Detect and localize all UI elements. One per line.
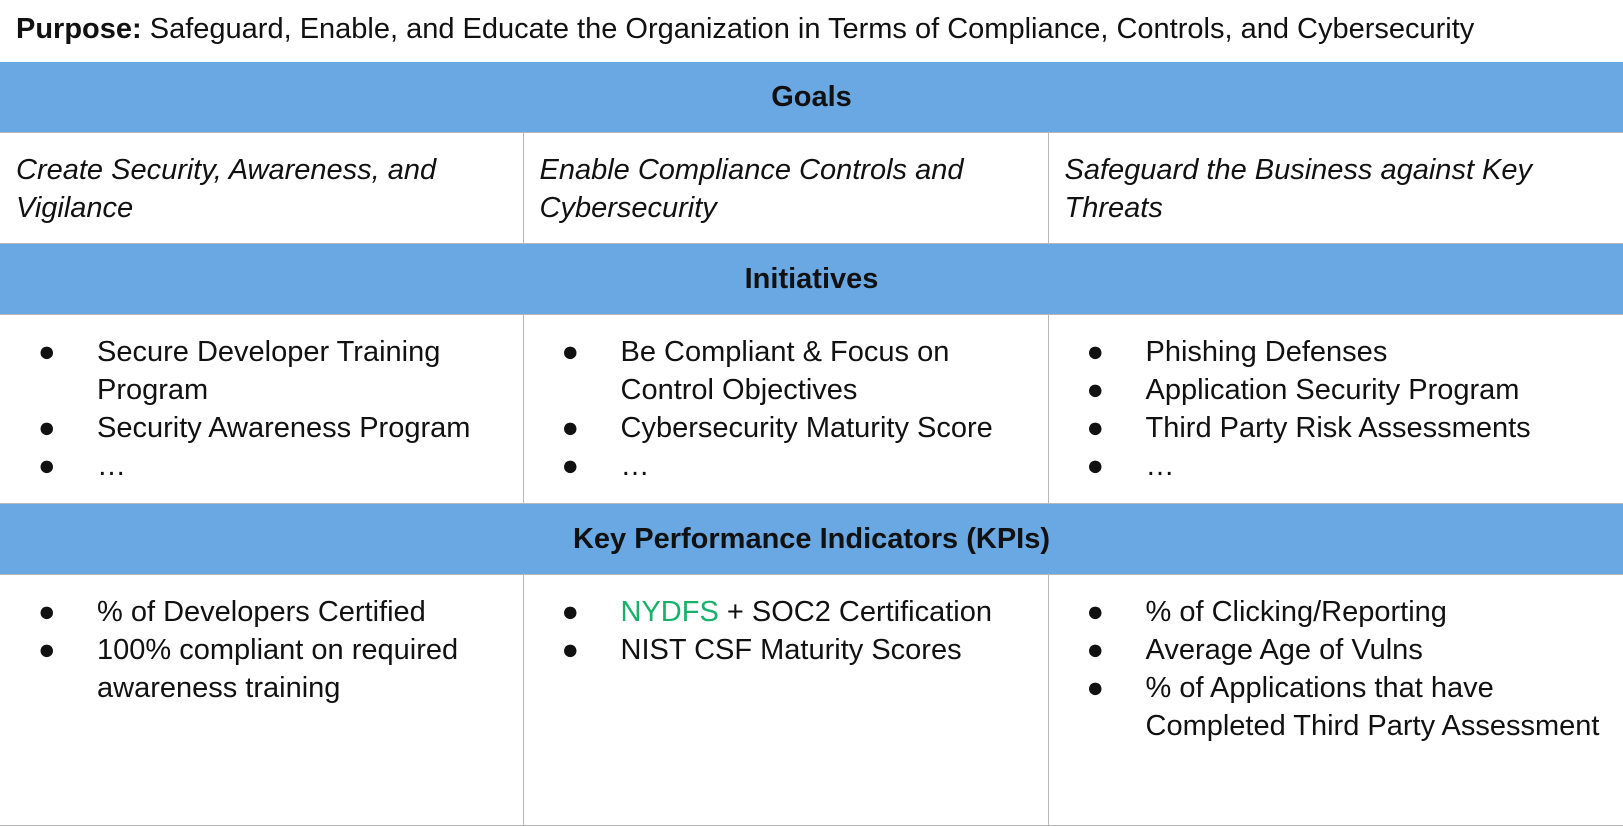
list-item [524, 447, 1038, 485]
list-item-text: … [97, 450, 126, 482]
nydfs-highlight: NYDFS [621, 596, 719, 628]
goal-cell: Safeguard the Business against Key Threats [1048, 133, 1623, 244]
list-item-text: Secure Developer Training Program [97, 336, 440, 406]
kpis-header: Key Performance Indicators (KPIs) [0, 504, 1623, 575]
bullet-icon: ● [1087, 447, 1105, 485]
list-item [1049, 333, 1614, 371]
purpose-statement [0, 0, 1623, 62]
list-item [0, 333, 513, 409]
kpis-cell [1048, 575, 1623, 826]
purpose-text: Safeguard, Enable, and Educate the Organization in Terms of Compliance, Controls, and Cybersecurity [150, 13, 1475, 45]
bullet-icon: ● [1087, 371, 1105, 409]
list-item-text: + SOC2 Certification [719, 596, 992, 628]
list-item-text: Phishing Defenses [1146, 336, 1388, 368]
bullet-icon: ● [38, 409, 56, 447]
bullet-icon: ● [1087, 669, 1105, 707]
bullet-icon: ● [562, 333, 580, 371]
list-item-text: 100% compliant on required awareness training [97, 634, 458, 704]
kpi-list [524, 575, 1048, 687]
goals-header: Goals [0, 62, 1623, 133]
list-item [0, 409, 513, 447]
list-item [1049, 669, 1614, 745]
bullet-icon: ● [562, 631, 580, 669]
list-item [0, 593, 513, 631]
list-item-text: Security Awareness Program [97, 412, 470, 444]
initiatives-list [0, 315, 523, 503]
list-item-text: Average Age of Vulns [1146, 634, 1423, 666]
list-item [1049, 409, 1614, 447]
list-item [0, 631, 513, 707]
initiatives-header: Initiatives [0, 244, 1623, 315]
strategy-table [0, 62, 1623, 826]
bullet-icon: ● [38, 333, 56, 371]
initiatives-list [524, 315, 1048, 503]
list-item [524, 631, 1038, 669]
kpi-list [0, 575, 523, 725]
list-item [524, 409, 1038, 447]
bullet-icon: ● [38, 447, 56, 485]
bullet-icon: ● [562, 409, 580, 447]
goal-cell: Create Security, Awareness, and Vigilance [0, 133, 523, 244]
bullet-icon: ● [38, 631, 56, 669]
list-item-text: Application Security Program [1146, 374, 1520, 406]
list-item [1049, 593, 1614, 631]
list-item-text: Be Compliant & Focus on Control Objectives [621, 336, 950, 406]
goal-cell: Enable Compliance Controls and Cybersecurity [523, 133, 1048, 244]
list-item [0, 447, 513, 485]
kpis-cell [523, 575, 1048, 826]
list-item-text: NIST CSF Maturity Scores [621, 634, 962, 666]
bullet-icon: ● [562, 593, 580, 631]
list-item-text: % of Clicking/Reporting [1146, 596, 1447, 628]
bullet-icon: ● [1087, 333, 1105, 371]
bullet-icon: ● [1087, 593, 1105, 631]
list-item [1049, 371, 1614, 409]
bullet-icon: ● [1087, 631, 1105, 669]
purpose-label: Purpose: [16, 13, 142, 45]
initiatives-list [1049, 315, 1623, 503]
list-item-text: % of Developers Certified [97, 596, 426, 628]
initiatives-cell [0, 315, 523, 504]
list-item [1049, 447, 1614, 485]
bullet-icon: ● [562, 447, 580, 485]
list-item [524, 333, 1038, 409]
list-item [524, 593, 1038, 631]
list-item-text: Cybersecurity Maturity Score [621, 412, 993, 444]
bullet-icon: ● [38, 593, 56, 631]
initiatives-cell [523, 315, 1048, 504]
kpi-list [1049, 575, 1623, 763]
list-item-text: Third Party Risk Assessments [1146, 412, 1531, 444]
list-item-text: % of Applications that have Completed Third Party Assessment [1146, 672, 1600, 742]
kpis-cell [0, 575, 523, 826]
list-item [1049, 631, 1614, 669]
list-item-text: … [621, 450, 650, 482]
list-item-text: … [1146, 450, 1175, 482]
initiatives-cell [1048, 315, 1623, 504]
bullet-icon: ● [1087, 409, 1105, 447]
